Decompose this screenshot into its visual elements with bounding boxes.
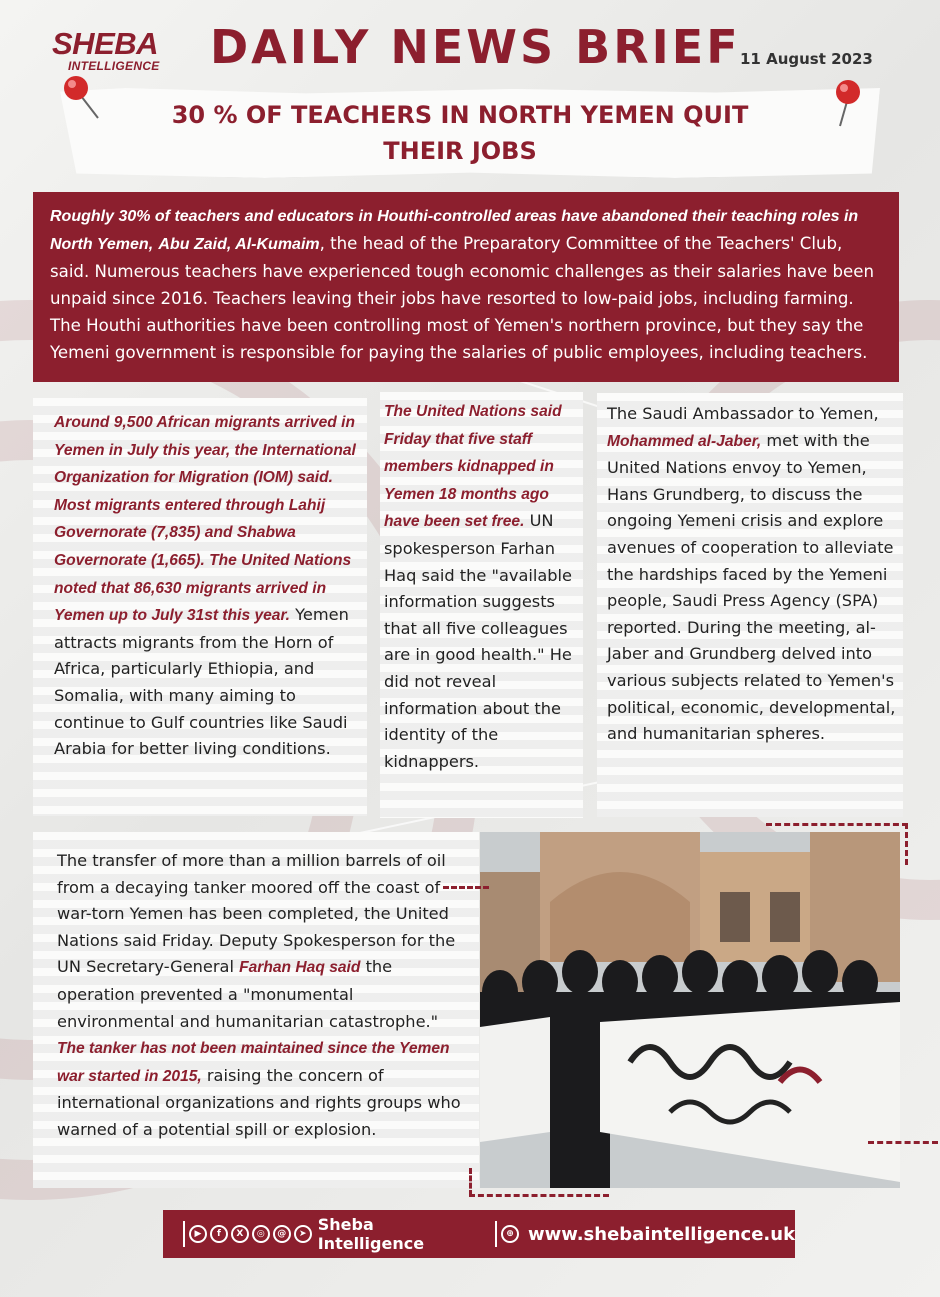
dashed-connector xyxy=(868,1141,938,1144)
story-saudi-ambassador xyxy=(597,393,903,817)
logo-wordmark: SHEBA xyxy=(52,26,159,61)
dashed-connector xyxy=(443,886,489,889)
threads-icon[interactable]: @ xyxy=(273,1225,291,1243)
globe-icon: ⊕ xyxy=(501,1225,519,1243)
brand-logo xyxy=(52,28,192,73)
story-migrants xyxy=(33,398,367,816)
x-icon[interactable]: X xyxy=(231,1225,249,1243)
protest-photo xyxy=(480,832,900,1188)
push-pin-icon xyxy=(60,72,104,124)
dashed-connector xyxy=(469,1194,609,1197)
story-tanker-emphasis-1: Farhan Haq said xyxy=(239,959,361,977)
instagram-icon[interactable]: ◎ xyxy=(252,1225,270,1243)
lead-source: Abu Zaid, Al-Kumaim xyxy=(158,236,320,253)
dashed-connector xyxy=(766,823,908,826)
story-un-staff-emphasis: The United Nations said Friday that five staff members kidnapped in Yemen 18 months ago have been set free. xyxy=(384,403,562,531)
youtube-icon[interactable]: ▶ xyxy=(189,1225,207,1243)
story-un-staff-text: UN spokesperson Farhan Haq said the "available information suggests that all five colleagues are in good health." He did not reveal information about the identity of the kidnappers. xyxy=(384,511,573,771)
page-title: DAILY NEWS BRIEF xyxy=(210,20,741,74)
lead-text: , the head of the Preparatory Committee of the Teachers' Club, said. Numerous teachers have experienced tough economic challenges as their salaries have been unpaid since 2016. Teachers leaving their jobs have resorted to low-paid jobs, including farming. The Houthi authorities have been controlling most of Yemen's northern province, but they say the Yemeni government is responsible for paying the salaries of public employees, including teachers. xyxy=(50,234,874,362)
logo-subtitle: INTELLIGENCE xyxy=(68,59,160,73)
lead-story xyxy=(33,192,899,382)
story-saudi-emphasis: Mohammed al-Jaber, xyxy=(607,432,762,450)
dashed-connector xyxy=(905,823,908,865)
footer-bar xyxy=(163,1210,795,1258)
story-saudi-text-1: The Saudi Ambassador to Yemen, xyxy=(607,404,879,423)
story-tanker-text-1: The transfer of more than a million barrels of oil from a decaying tanker moored off the coast of war-torn Yemen has been completed, the United Nations said Friday. Deputy Spokesperson for the UN Secretary-General xyxy=(57,851,456,977)
protest-photo-illustration xyxy=(480,832,900,1188)
footer-divider xyxy=(183,1221,185,1247)
headline: 30 % OF TEACHERS IN NORTH YEMEN QUIT THEIR JOBS xyxy=(171,101,749,165)
story-saudi-text-2: met with the United Nations envoy to Yemen, Hans Grundberg, to discuss the ongoing Yemeni crisis and explore avenues of cooperation to alleviate the hardships faced by the Yemeni people, Saudi Press Agency (SPA) reported. During the meeting, al-Jaber and Grundberg delved into various subjects related to Yemen's political, economic, developmental, and humanitarian spheres. xyxy=(607,430,896,744)
footer-divider xyxy=(495,1221,497,1247)
story-migrants-emphasis: Around 9,500 African migrants arrived in Yemen in July this year, the International Organization for Migration (IOM) said. Most migrants entered through Lahij Governorate (7,835) and Shabwa Governorate (1,665). The United Nations noted that 86,630 migrants arrived in Yemen up to July 31st this year. xyxy=(54,414,356,625)
facebook-icon[interactable]: f xyxy=(210,1225,228,1243)
telegram-icon[interactable]: ➤ xyxy=(294,1225,312,1243)
issue-date: 11 August 2023 xyxy=(740,50,873,68)
push-pin-icon xyxy=(826,76,870,130)
story-un-staff xyxy=(380,392,583,818)
lead-emphasis: Roughly 30% of teachers and educators in Houthi-controlled areas have abandoned their teaching roles in North Yemen, xyxy=(50,208,859,253)
footer-brand: Sheba Intelligence xyxy=(317,1215,425,1253)
story-tanker-text-2: the operation prevented a "monumental environmental and humanitarian catastrophe." xyxy=(57,957,439,1031)
story-tanker-emphasis-2: The tanker has not been maintained since the Yemen war started in 2015, xyxy=(57,1040,450,1085)
story-migrants-text: Yemen attracts migrants from the Horn of Africa, particularly Ethiopia, and Somalia, with many aiming to continue to Gulf countries like Saudi Arabia for better living conditions. xyxy=(54,605,349,759)
website-link[interactable]: www.shebaintelligence.uk xyxy=(527,1223,796,1245)
story-tanker xyxy=(33,832,479,1188)
dashed-connector xyxy=(469,1168,472,1196)
story-tanker-text-3: raising the concern of international organizations and rights groups who warned of a potential spill or explosion. xyxy=(57,1065,461,1139)
